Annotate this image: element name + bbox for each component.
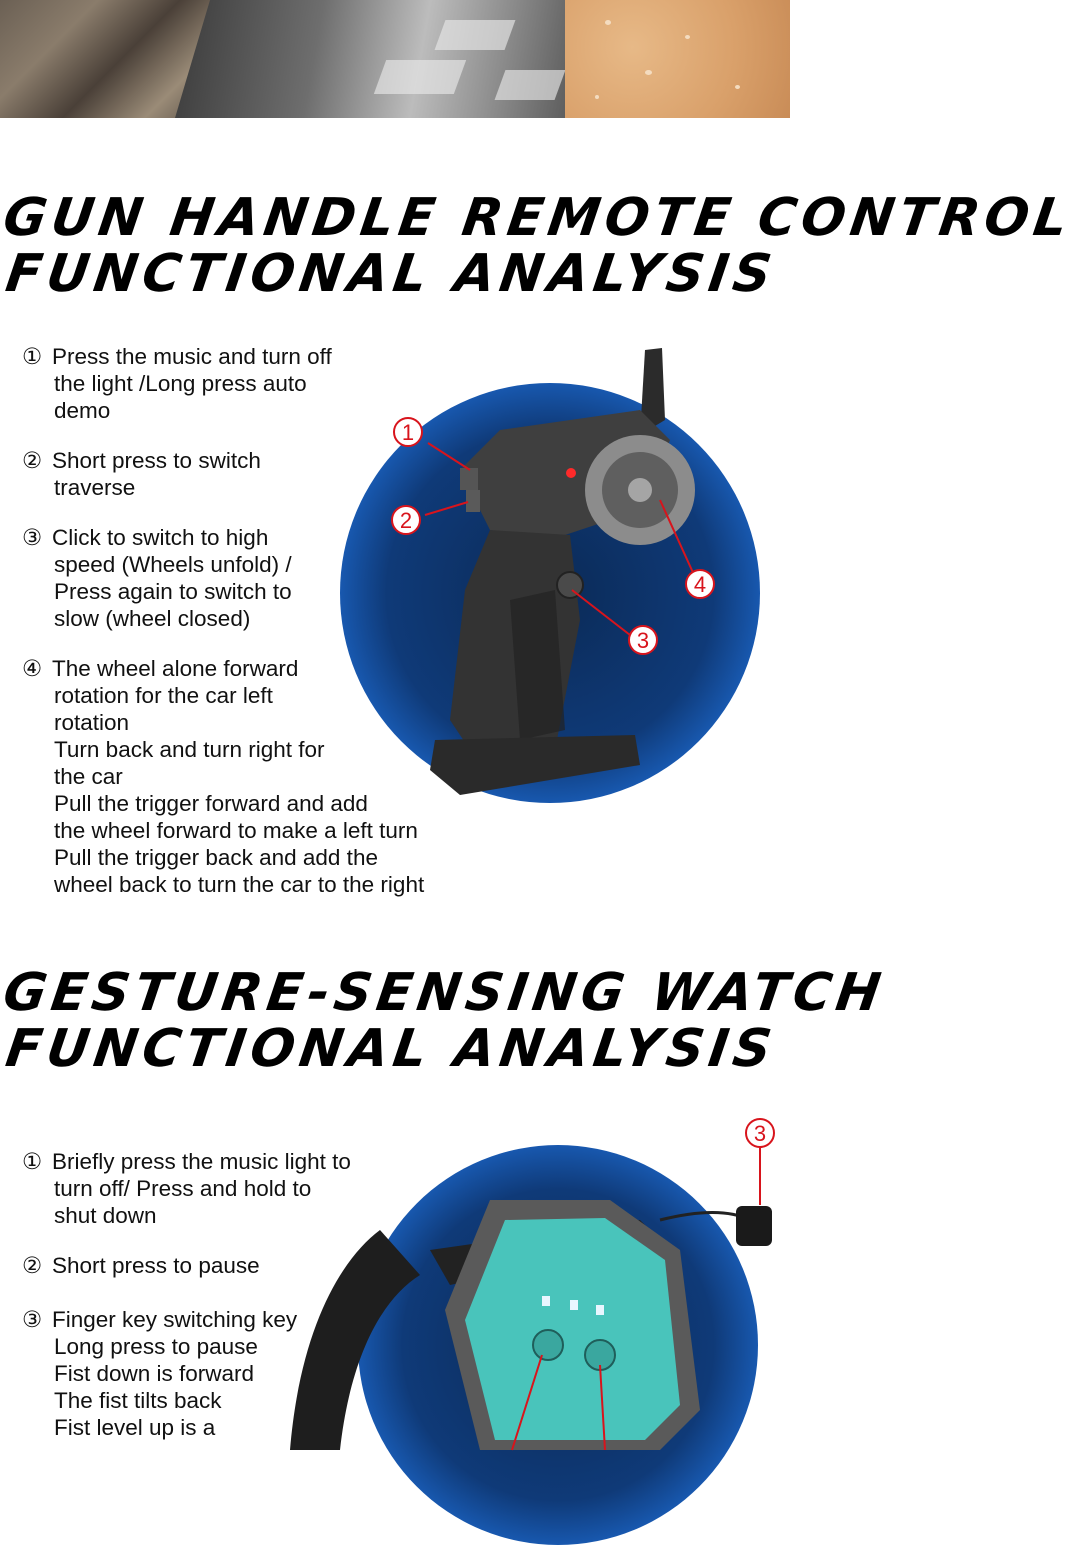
item-number: ②: [22, 448, 43, 473]
item-text: Pull the trigger back and add the: [54, 845, 378, 870]
section2-title-line2: FUNCTIONAL ANALYSIS: [2, 1019, 780, 1079]
wheel-center: [628, 478, 652, 502]
item-text: Fist down is forward: [54, 1361, 255, 1386]
item-number: ①: [22, 1149, 43, 1174]
item-text: the light /Long press auto: [54, 371, 307, 396]
item-number: ③: [22, 1307, 43, 1332]
feature-item-2: [22, 1252, 351, 1279]
item-text: Fist level up is a: [54, 1415, 216, 1440]
watch-screen: [465, 1218, 680, 1440]
svg-text:3: 3: [753, 1121, 767, 1146]
item-text: wheel back to turn the car to the right: [54, 872, 425, 897]
item-text: rotation for the car left: [54, 683, 273, 708]
indicator-light: [596, 1305, 604, 1315]
finger-key: [736, 1206, 772, 1246]
section2-title: [0, 963, 890, 1079]
item-text: Press again to switch to: [54, 579, 292, 604]
callout-3: [629, 626, 657, 654]
callout-line-1: [428, 443, 470, 470]
item-text: Press the music and turn off: [52, 344, 332, 369]
feature-item-3: [22, 1306, 351, 1441]
red-led: [566, 468, 576, 478]
button-1: [460, 468, 478, 490]
callout-watch-3: [746, 1119, 774, 1147]
item-text: Short press to switch: [52, 448, 261, 473]
item-text: the car: [54, 764, 123, 789]
track-road-image: [175, 0, 580, 118]
item-text: slow (wheel closed): [54, 606, 251, 631]
item-text: Finger key switching key: [52, 1307, 298, 1332]
pebble: [595, 95, 599, 99]
feature-item-1: [22, 343, 424, 424]
checker-mark: [495, 70, 566, 100]
item-text: shut down: [54, 1203, 157, 1228]
callout-line-2: [425, 502, 468, 515]
feature-item-4: [22, 655, 424, 898]
svg-text:4: 4: [693, 572, 707, 597]
item-text: turn off/ Press and hold to: [54, 1176, 312, 1201]
section1-title-line1: GUN HANDLE REMOTE CONTROL: [0, 188, 1076, 248]
indicator-light: [570, 1300, 578, 1310]
svg-text:2: 2: [399, 508, 413, 533]
sand-terrain-image: [565, 0, 790, 118]
feature-item-1: [22, 1148, 351, 1229]
indicator-light: [542, 1296, 550, 1306]
callout-4: [686, 570, 714, 598]
item-number: ③: [22, 525, 43, 550]
item-text: Click to switch to high: [52, 525, 269, 550]
item-text: the wheel forward to make a left turn: [54, 818, 418, 843]
remote-stand: [430, 735, 640, 795]
power-button-1: [533, 1330, 563, 1360]
button-3: [557, 572, 583, 598]
item-text: rotation: [54, 710, 130, 735]
item-text: traverse: [54, 475, 136, 500]
callout-line-3: [572, 590, 630, 635]
section1-feature-list: [22, 343, 424, 921]
item-text: The fist tilts back: [54, 1388, 222, 1413]
item-text: Briefly press the music light to: [52, 1149, 351, 1174]
gesture-watch-illustration: [280, 1110, 790, 1450]
pebble: [605, 20, 611, 25]
checker-mark: [435, 20, 516, 50]
item-text: demo: [54, 398, 111, 423]
item-number: ④: [22, 656, 43, 681]
pebble: [735, 85, 740, 89]
item-text: speed (Wheels unfold) /: [54, 552, 292, 577]
item-text: Pull the trigger forward and add: [54, 791, 368, 816]
button-2: [466, 490, 480, 512]
svg-text:3: 3: [636, 628, 650, 653]
item-text: Short press to pause: [52, 1253, 260, 1278]
section1-title: [0, 188, 1076, 304]
checker-mark: [374, 60, 466, 94]
section2-feature-list: [22, 1148, 351, 1464]
rock-terrain-image: [0, 0, 210, 118]
section2-title-line1: GESTURE-SENSING WATCH: [0, 963, 890, 1023]
hero-banner-image: [0, 0, 790, 118]
pebble: [685, 35, 690, 39]
feature-item-3: [22, 524, 424, 632]
item-text: Long press to pause: [54, 1334, 258, 1359]
section1-title-line2: FUNCTIONAL ANALYSIS: [2, 244, 780, 304]
pebble: [645, 70, 652, 75]
feature-item-2: [22, 447, 424, 501]
item-text: The wheel alone forward: [52, 656, 299, 681]
svg-text:1: 1: [401, 420, 415, 445]
item-text: Turn back and turn right for: [54, 737, 325, 762]
item-number: ①: [22, 344, 43, 369]
item-number: ②: [22, 1253, 43, 1278]
